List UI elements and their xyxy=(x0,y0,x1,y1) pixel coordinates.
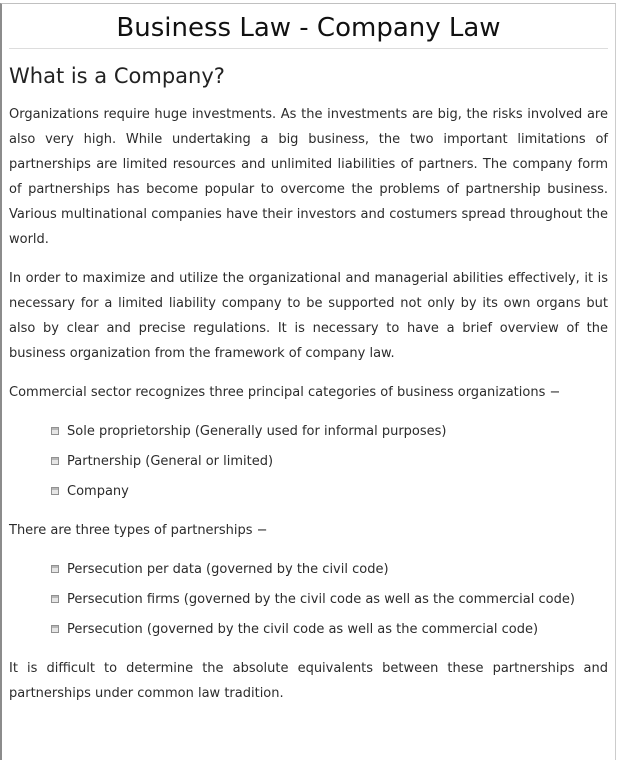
list-item xyxy=(51,587,608,612)
square-bullet-icon xyxy=(51,457,59,465)
paragraph-commercial-sector: Commercial sector recognizes three principal categories of business organizations − xyxy=(9,385,561,400)
square-bullet-icon xyxy=(51,595,59,603)
list-item xyxy=(51,617,608,642)
list-item xyxy=(51,449,608,474)
list-item xyxy=(51,419,608,444)
list-item-label: Sole proprietorship (Generally used for informal purposes) xyxy=(67,424,447,439)
list-item-label: Persecution firms (governed by the civil code as well as the commercial code) xyxy=(67,592,575,607)
list-item xyxy=(51,557,608,582)
paragraph-limited-liability: In order to maximize and utilize the organizational and managerial abilities effectively, it is necessary for a limited liability company to be supported not only by its own organs but also by clear and precise regulations. It is necessary to have a brief overview of the business organization from the framework of company law. xyxy=(9,271,608,361)
paragraph-investments: Organizations require huge investments. As the investments are big, the risks involved are also very high. While undertaking a big business, the two important limitations of partnerships are limited resources and unlimited liabilities of partners. The company form of partnerships has become popular to overcome the problems of partnership business. Various multinational companies have their investors and costumers spread throughout the world. xyxy=(9,107,608,247)
page-container xyxy=(0,3,616,760)
page-title: Business Law - Company Law xyxy=(116,13,501,43)
square-bullet-icon xyxy=(51,565,59,573)
list-item-label: Company xyxy=(67,484,129,499)
list-item-label: Persecution (governed by the civil code as well as the commercial code) xyxy=(67,622,539,637)
list-item xyxy=(51,479,608,504)
list-item-label: Persecution per data (governed by the civil code) xyxy=(67,562,389,577)
list-item-label: Partnership (General or limited) xyxy=(67,454,274,469)
square-bullet-icon xyxy=(51,487,59,495)
business-category-list xyxy=(51,419,608,504)
square-bullet-icon xyxy=(51,625,59,633)
paragraph-conclusion: It is difficult to determine the absolute equivalents between these partnerships and partnerships under common law tradition. xyxy=(9,661,608,701)
paragraph-partnership-types: There are three types of partnerships − xyxy=(9,523,268,538)
partnership-type-list xyxy=(51,557,608,642)
page-header xyxy=(9,4,608,49)
section-heading: What is a Company? xyxy=(9,64,225,88)
square-bullet-icon xyxy=(51,427,59,435)
